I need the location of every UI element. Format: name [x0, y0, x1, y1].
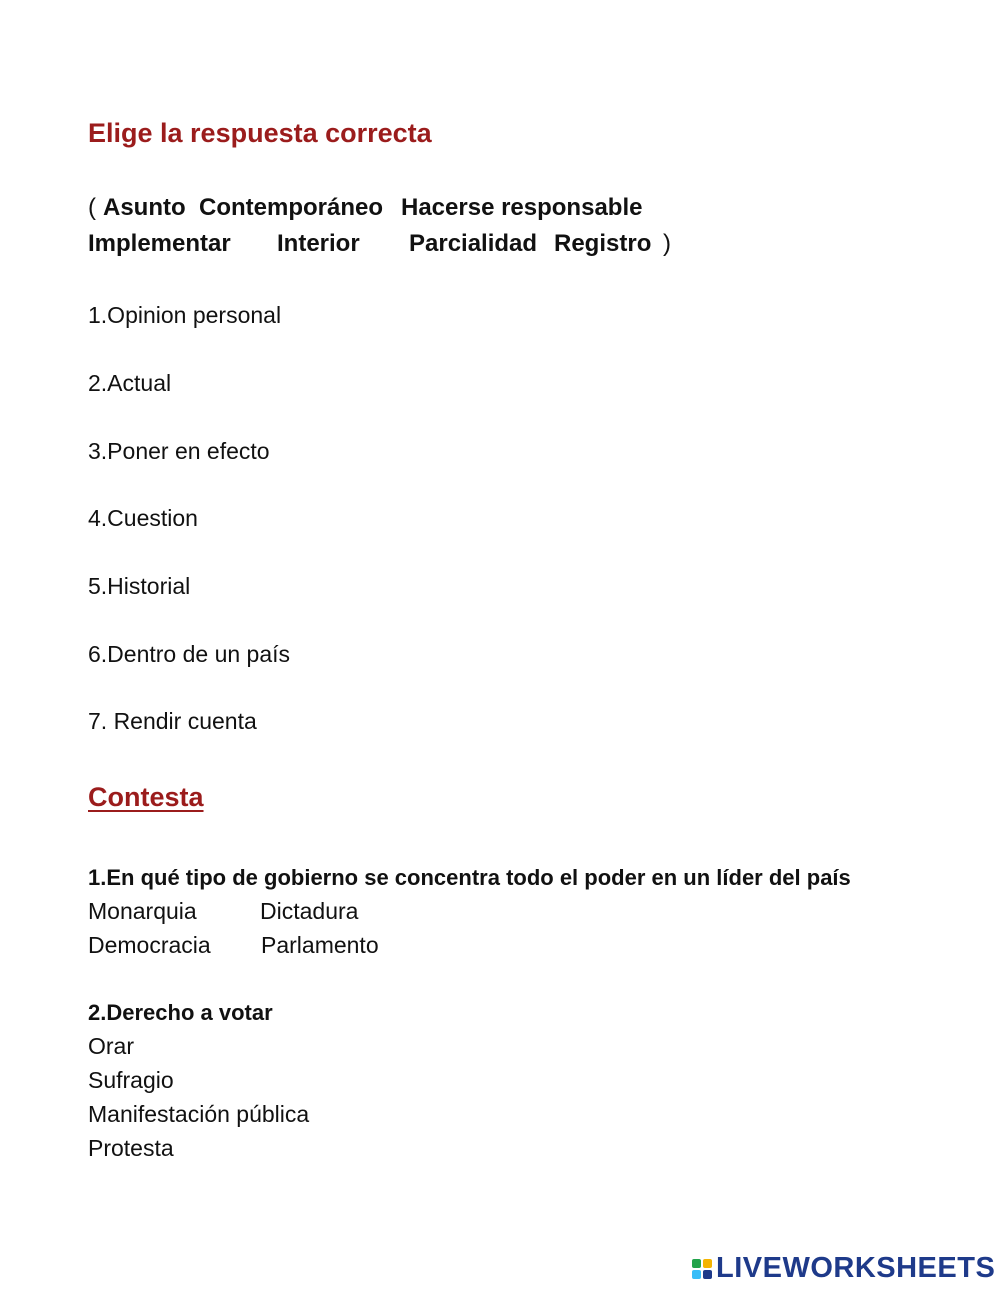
page-title: Elige la respuesta correcta	[88, 118, 432, 148]
word-bank-word: Registro	[554, 230, 652, 257]
list-item: 3.Poner en efecto	[88, 438, 270, 464]
word-bank-open-paren: (	[88, 194, 96, 221]
word-bank-word: Hacerse responsable	[401, 194, 643, 221]
answer-option: Monarquia	[88, 898, 197, 924]
answer-option: Dictadura	[260, 898, 359, 924]
answer-option: Orar	[88, 1033, 134, 1059]
answer-option: Parlamento	[261, 932, 379, 958]
brand-name: LIVEWORKSHEETS	[716, 1252, 996, 1284]
word-bank-close-paren: )	[663, 230, 671, 257]
list-item: 4.Cuestion	[88, 505, 198, 531]
answer-option: Democracia	[88, 932, 211, 958]
word-bank-word: Contemporáneo	[199, 194, 384, 221]
question-text: 2.Derecho a votar	[88, 1000, 273, 1025]
word-bank-word: Parcialidad	[409, 230, 538, 257]
list-item: 6.Dentro de un país	[88, 641, 291, 667]
answer-option: Sufragio	[88, 1067, 174, 1093]
answer-option: Manifestación pública	[88, 1101, 310, 1127]
word-bank-word: Implementar	[88, 230, 231, 257]
word-bank-word: Asunto	[103, 194, 186, 221]
question-text: 1.En qué tipo de gobierno se concentra todo el poder en un líder del país	[88, 865, 851, 890]
list-item: 7. Rendir cuenta	[88, 708, 257, 734]
contesta-heading: Contesta	[88, 782, 204, 812]
word-bank-word: Interior	[277, 230, 360, 257]
list-item: 2.Actual	[88, 370, 172, 396]
answer-option: Protesta	[88, 1135, 174, 1161]
list-item: 5.Historial	[88, 573, 191, 599]
list-item: 1.Opinion personal	[88, 302, 282, 328]
liveworksheets-logo-icon	[692, 1259, 712, 1279]
liveworksheets-logo	[692, 1252, 995, 1285]
